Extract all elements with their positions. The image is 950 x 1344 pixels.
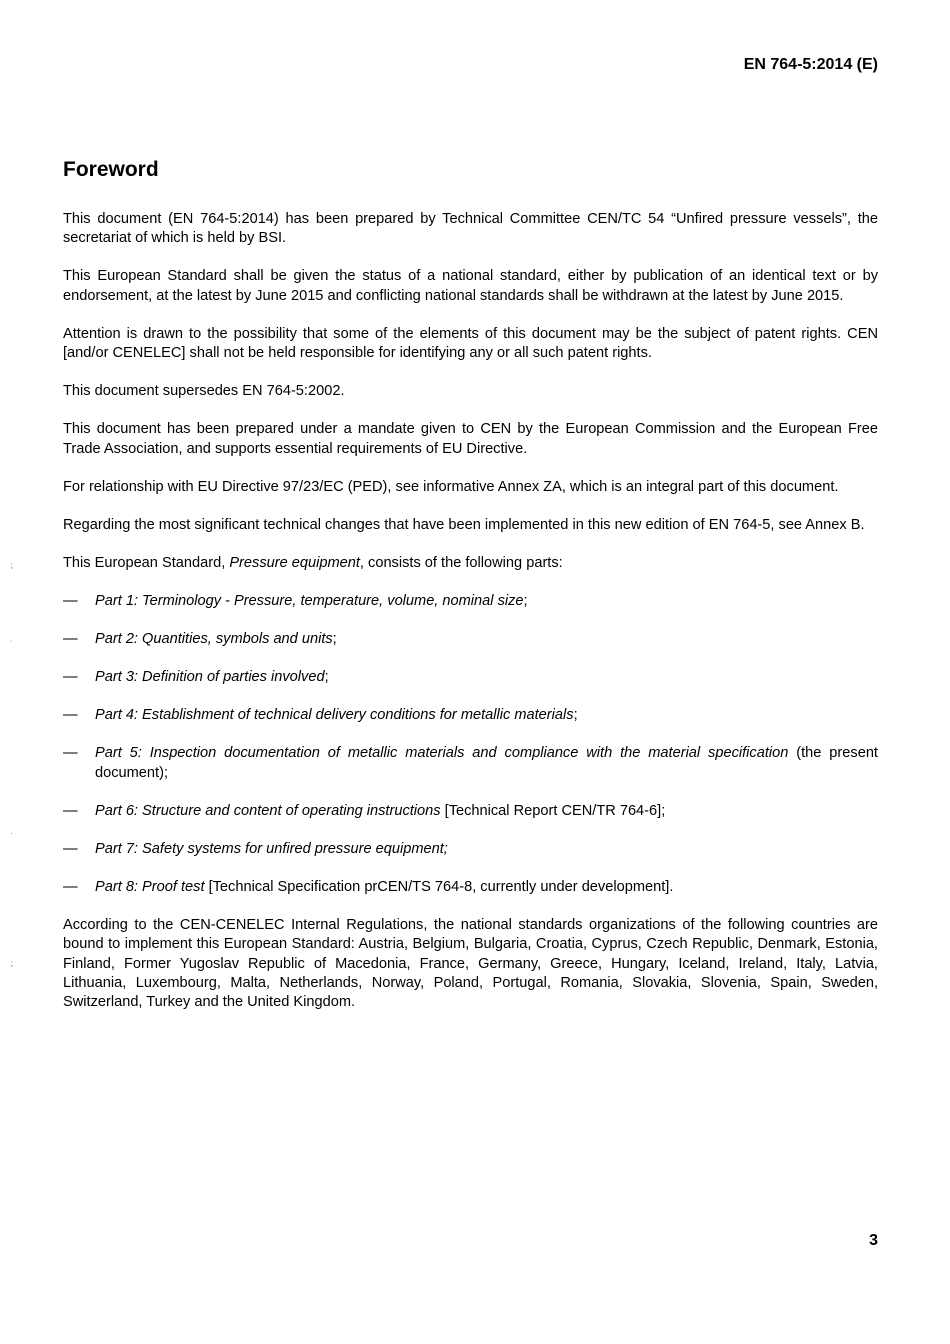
- dash-bullet: —: [63, 669, 78, 686]
- paragraph-status: This European Standard shall be given the status of a national standard, either by publication of an identical text or by endorsement, at the latest by June 2015 and conflicting national standards shall be withdrawn at the latest by June 2015.: [63, 268, 878, 304]
- part-suffix: ;: [523, 592, 528, 609]
- list-item: [63, 668, 878, 687]
- list-item: [63, 744, 878, 783]
- parts-intro-title: Pressure equipment: [229, 554, 360, 571]
- part-title: Part 7: Safety systems for unfired pressure equipment;: [95, 840, 448, 857]
- dash-bullet: —: [63, 878, 78, 895]
- part-suffix: (the present document);: [95, 745, 878, 781]
- dash-bullet: —: [63, 631, 78, 648]
- list-item: [63, 878, 878, 897]
- list-item: [63, 802, 878, 821]
- paragraph-changes: Regarding the most significant technical changes that have been implemented in this new edition of EN 764-5, see Annex B.: [63, 516, 865, 533]
- part-title: Part 2: Quantities, symbols and units: [95, 631, 333, 648]
- document-id-header: EN 764-5:2014 (E): [743, 56, 878, 73]
- part-suffix: ;: [573, 707, 578, 724]
- part-suffix: ;: [332, 631, 337, 648]
- paragraph-countries: According to the CEN-CENELEC Internal Regulations, the national standards organizations of the following countries are bound to implement this European Standard: Austria, Belgium, Bulgaria, Croatia, Cyprus, Czech Republic, Denmark, Estonia, Finland, Former Yugoslav Republic of Macedonia, France, Germany, Greece, Hungary, Iceland, Ireland, Italy, Latvia, Lithuania, Luxembourg, Malta, Netherlands, Norway, Poland, Portugal, Romania, Slovakia, Slovenia, Spain, Sweden, Switzerland, Turkey and the United Kingdom.: [63, 916, 878, 1011]
- parts-intro-prefix: This European Standard,: [63, 554, 230, 571]
- list-item: [63, 840, 878, 859]
- part-suffix: ;: [324, 669, 329, 686]
- margin-scan-mark: ˎ: [10, 632, 13, 642]
- page-title: Foreword: [63, 158, 159, 181]
- paragraph-supersedes: This document supersedes EN 764-5:2002.: [63, 383, 345, 400]
- margin-scan-mark: ⁏: [10, 560, 14, 570]
- margin-scan-mark: ·: [10, 828, 13, 838]
- part-title: Part 3: Definition of parties involved: [95, 669, 325, 686]
- paragraph-parts-intro: [63, 554, 878, 573]
- part-suffix: [Technical Specification prCEN/TS 764-8, currently under development].: [204, 878, 674, 895]
- list-item: [63, 630, 878, 649]
- part-title: Part 5: Inspection documentation of metallic materials and compliance with the material specification: [95, 745, 789, 762]
- list-item: [63, 706, 878, 725]
- paragraph-patent: Attention is drawn to the possibility that some of the elements of this document may be the subject of patent rights. CEN [and/or CENELEC] shall not be held responsible for identifying any or all such patent rights.: [63, 325, 878, 362]
- part-title: Part 1: Terminology - Pressure, temperature, volume, nominal size: [95, 592, 524, 609]
- foreword-text: [63, 210, 878, 1031]
- parts-list: [63, 592, 878, 897]
- page-number: 3: [869, 1232, 878, 1249]
- dash-bullet: —: [63, 802, 78, 819]
- dash-bullet: —: [63, 745, 78, 762]
- dash-bullet: —: [63, 592, 78, 609]
- paragraph-directive: For relationship with EU Directive 97/23/EC (PED), see informative Annex ZA, which is an integral part of this document.: [63, 478, 839, 495]
- margin-scan-mark: ⁏: [10, 958, 14, 968]
- parts-intro-suffix: , consists of the following parts:: [359, 554, 563, 571]
- dash-bullet: —: [63, 840, 78, 857]
- paragraph-mandate: This document has been prepared under a mandate given to CEN by the European Commission and the European Free Trade Association, and supports essential requirements of EU Directive.: [63, 421, 878, 457]
- list-item: [63, 592, 878, 611]
- part-suffix: [Technical Report CEN/TR 764-6];: [440, 802, 666, 819]
- part-title: Part 6: Structure and content of operating instructions: [95, 802, 441, 819]
- dash-bullet: —: [63, 707, 78, 724]
- paragraph-preparation: This document (EN 764-5:2014) has been prepared by Technical Committee CEN/TC 54 “Unfired pressure vessels”, the secretariat of which is held by BSI.: [63, 211, 878, 247]
- part-title: Part 4: Establishment of technical delivery conditions for metallic materials: [95, 707, 574, 724]
- part-title: Part 8: Proof test: [95, 878, 205, 895]
